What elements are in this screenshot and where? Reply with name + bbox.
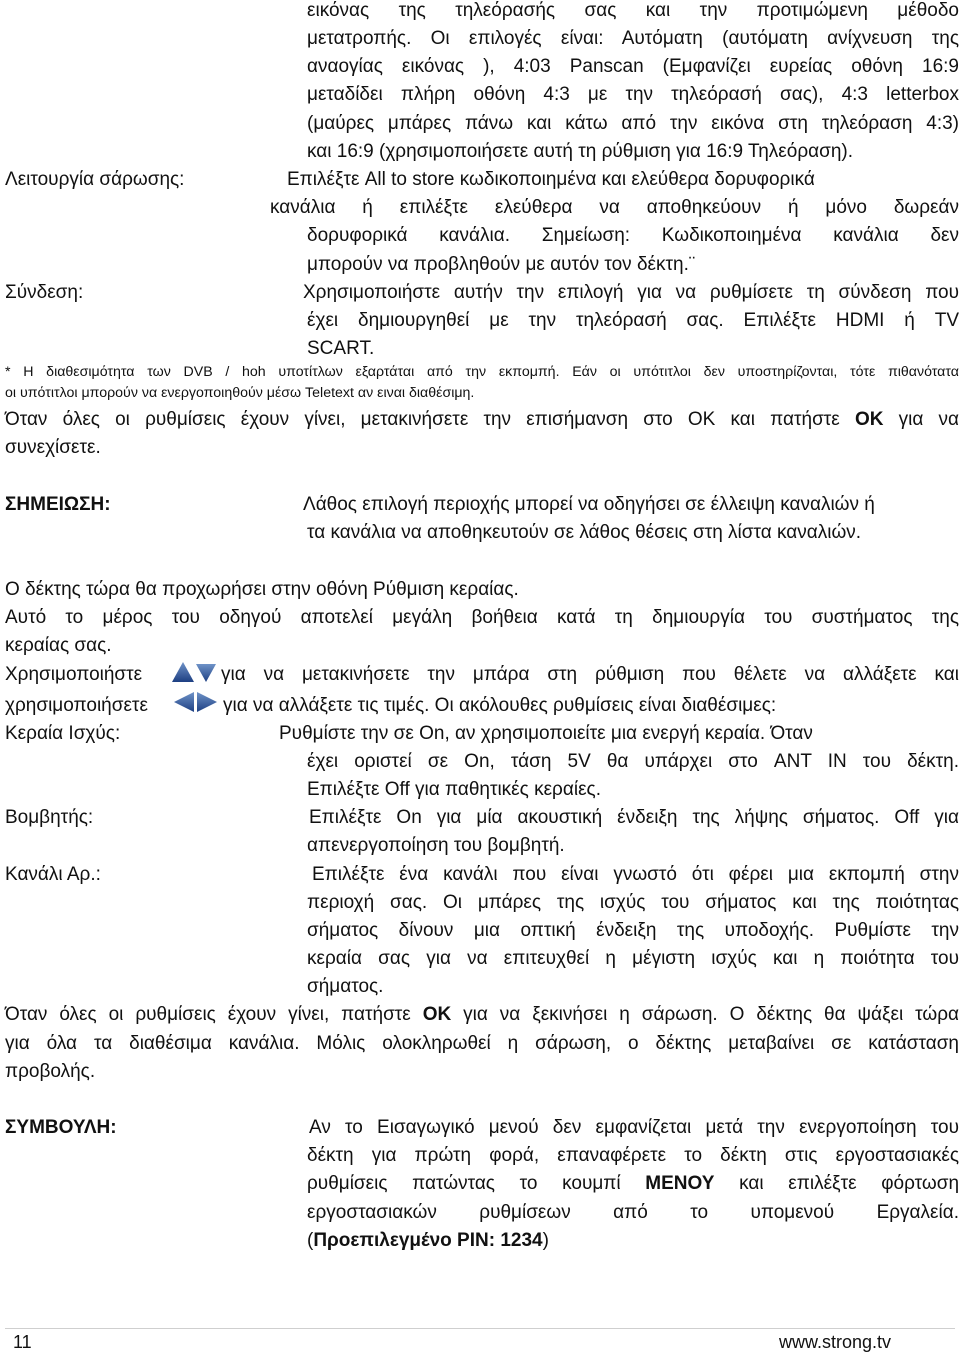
connection-label: Σύνδεση: [5, 282, 84, 303]
up-down-arrows-icon [170, 660, 218, 686]
buzzer-text: απενεργοποίηση του βομβητή. [307, 835, 565, 856]
footnote-line: * Η διαθεσιμότητα των DVB / hoh υποτίτλων εξαρτάται από την εκπομπή. Εάν οι υπότιτλοι δεν υποστηρίζονται, τότε πιθανότατα [5, 364, 959, 380]
text-line: εικόνας της τηλεόρασής σας και την προτιμώμενη μέθοδο [307, 0, 959, 21]
note-text: Λάθος επιλογή περιοχής μπορεί να οδηγήσει σε έλλειψη καναλιών ή [303, 494, 875, 515]
ok-paragraph-line: Όταν όλες οι ρυθμίσεις έχουν γίνει, μετακινήσετε την επισήμανση στο ΟΚ και πατήστε ΟΚ για να [5, 409, 960, 430]
channel-no-label: Κανάλι Αρ.: [5, 864, 101, 885]
connection-text: Χρησιμοποιήστε αυτήν την επιλογή για να ρυθμίσετε τη σύνδεση που [303, 282, 959, 303]
footnote-line: οι υπότιτλοι μπορούν να ενεργοποιηθούν μέσω Teletext αν ειναι διαθέσιμη. [5, 385, 475, 401]
connection-text: SCART. [307, 338, 375, 359]
buzzer-label: Βομβητής: [5, 807, 94, 828]
use-line-pre: Χρησιμοποιήστε [5, 664, 143, 685]
antenna-power-text: Επιλέξτε Off για παθητικές κεραίες. [307, 779, 601, 800]
scan-mode-text: μπορούν να προβληθούν με αυτόν τον δέκτη.¨ [307, 254, 696, 275]
left-right-arrows-icon [172, 690, 220, 716]
note-text: τα κανάλια να αποθηκευτούν σε λάθος θέσεις στη λίστα καναλιών. [307, 522, 862, 543]
tip-text: Αν το Εισαγωγικό μενού δεν εμφανίζεται μετά την ενεργοποίηση του [309, 1117, 959, 1138]
use-line-pre: χρησιμοποιήσετε [5, 695, 148, 716]
channel-no-text: σήματος δίνουν μια οπτική ένδειξη της υποδοχής. Ρυθμίστε την [307, 920, 959, 941]
note-label: ΣΗΜΕΙΩΣΗ: [5, 494, 111, 515]
tip-text: (Προεπιλεγμένο PIN: 1234) [307, 1230, 549, 1251]
footer-url[interactable]: www.strong.tv [779, 1332, 892, 1352]
ok-paragraph-line: συνεχίσετε. [5, 437, 101, 458]
use-line-post: για να αλλάξετε τις τιμές. Οι ακόλουθες ρυθμίσεις είναι διαθέσιμες: [223, 695, 777, 716]
text-line: μεταδίδει πλήρη οθόνη 4:3 με την τηλεόρασή σας), 4:3 letterbox [307, 84, 959, 105]
tip-text: ρυθμίσεις πατώντας το κουμπί ΜΕΝΟΥ και επιλέξτε φόρτωση [307, 1173, 960, 1194]
antenna-power-label: Κεραία Ισχύς: [5, 723, 121, 744]
tip-text: εργοστασιακών ρυθμίσεων από το υπομενού Εργαλεία. [307, 1202, 959, 1223]
channel-no-text: σήματος. [307, 976, 384, 997]
tip-text: δέκτη για πρώτη φορά, επαναφέρετε το δέκτη στις εργοστασιακές [307, 1145, 959, 1166]
antenna-intro-line: Αυτό το μέρος του οδηγού αποτελεί μεγάλη βοήθεια κατά τη δημιουργία του συστήματος της [5, 607, 959, 628]
antenna-power-text: έχει οριστεί σε On, τάση 5V θα υπάρχει στο ANT IN του δέκτη. [307, 751, 959, 772]
start-paragraph-line: προβολής. [5, 1061, 96, 1082]
text-line: και 16:9 (χρησιμοποιήσετε αυτή τη ρύθμιση για 16:9 Τηλεόραση). [307, 141, 854, 162]
text-line: μετατροπής. Οι επιλογές είναι: Αυτόματη (αυτόματη ανίχνευση της [307, 28, 959, 49]
scan-mode-text: Επιλέξτε All to store κωδικοποιημένα και ελεύθερα δορυφορικά [287, 169, 815, 190]
text-line: αναογίας εικόνας ), 4:03 Panscan (Εμφανίζει ευρείας οθόνη 16:9 [307, 56, 959, 77]
connection-text: έχει δημιουργηθεί με την τηλεόρασή σας. Επιλέξτε HDMI ή TV [307, 310, 959, 331]
buzzer-text: Επιλέξτε On για μία ακουστική ένδειξη της λήψης σήματος. Off για [309, 807, 959, 828]
channel-no-text: περιοχή σας. Οι μπάρες της ισχύς του σήματος και της ποιότητας [307, 892, 959, 913]
scan-mode-text: δορυφορικά κανάλια. Σημείωση: Κωδικοποιημένα κανάλια δεν [307, 225, 959, 246]
page-number: 11 [13, 1332, 32, 1352]
text-line: (μαύρες μπάρες πάνω και κάτω από την εικόνα στη τηλεόραση 4:3) [307, 113, 959, 134]
antenna-intro-line: Ο δέκτης τώρα θα προχωρήσει στην οθόνη Ρύθμιση κεραίας. [5, 579, 519, 600]
start-paragraph-line: για όλα τα διαθέσιμα κανάλια. Μόλις ολοκληρωθεί η σάρωση, ο δέκτης μεταβαίνει σε κατάσταση [5, 1033, 959, 1054]
scan-mode-text: κανάλια ή επιλέξτε ελεύθερα να αποθηκεύουν ή μόνο δωρεάν [270, 197, 959, 218]
scan-mode-label: Λειτουργία σάρωσης: [5, 169, 185, 190]
start-paragraph-line: Όταν όλες οι ρυθμίσεις έχουν γίνει, πατήστε ΟΚ για να ξεκινήσει η σάρωση. Ο δέκτης θα ψάξει τώρα [5, 1004, 960, 1025]
channel-no-text: Επιλέξτε ένα κανάλι που είναι γνωστό ότι φέρει μια εκπομπή στην [312, 864, 959, 885]
use-line-post: για να μετακινήσετε την μπάρα στη ρύθμιση που θέλετε να αλλάξετε και [221, 664, 959, 685]
antenna-power-text: Ρυθμίστε την σε On, αν χρησιμοποιείτε μια ενεργή κεραία. Όταν [279, 723, 813, 744]
channel-no-text: κεραία σας για να επιτευχθεί η μέγιστη ισχύς και η ποιότητα του [307, 948, 959, 969]
tip-label: ΣΥΜΒΟΥΛΗ: [5, 1117, 117, 1138]
antenna-intro-line: κεραίας σας. [5, 635, 112, 656]
